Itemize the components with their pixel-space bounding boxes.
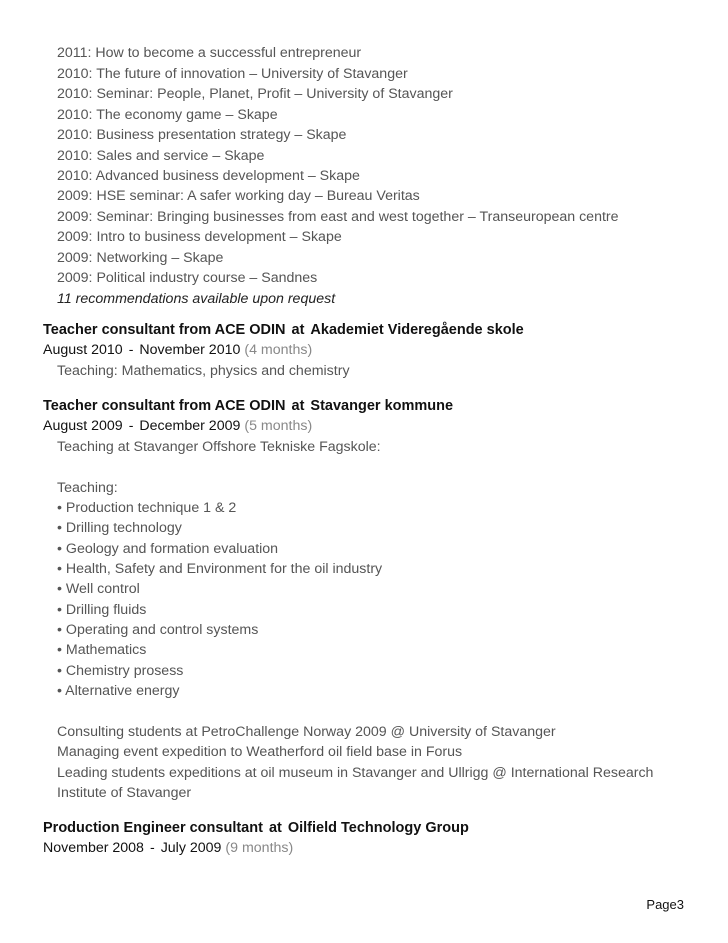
bullet-item: • Well control: [57, 581, 140, 597]
job-title: [43, 397, 453, 415]
job-end: December 2009: [139, 418, 241, 434]
job-duration: (9 months): [225, 840, 294, 856]
job-dates: [43, 839, 293, 857]
course-item: 2009: Seminar: Bringing businesses from east and west together – Transeuropean centre: [57, 209, 619, 225]
job-description-line: Leading students expeditions at oil museum in Stavanger and Ullrigg @ International Research: [57, 765, 654, 781]
job-dates: [43, 341, 312, 359]
course-item: 2010: Business presentation strategy – Skape: [57, 127, 347, 143]
job-title: [43, 819, 469, 837]
page-number: Page3: [646, 897, 684, 912]
job-description-line: Teaching: Mathematics, physics and chemistry: [57, 363, 350, 379]
job-end: November 2010: [139, 342, 241, 358]
bullet-item: • Drilling technology: [57, 520, 182, 536]
job-description-line: Consulting students at PetroChallenge Norway 2009 @ University of Stavanger: [57, 724, 556, 740]
job-duration: (5 months): [244, 418, 313, 434]
job-description-line: Teaching:: [57, 480, 118, 496]
bullet-item: • Mathematics: [57, 642, 147, 658]
course-item: 2010: Advanced business development – Skape: [57, 168, 360, 184]
bullet-item: • Health, Safety and Environment for the oil industry: [57, 561, 383, 577]
bullet-item: • Production technique 1 & 2: [57, 500, 237, 516]
job-at: at: [291, 322, 305, 338]
job-role: Teacher consultant from ACE ODIN: [43, 398, 286, 414]
bullet-item: • Chemistry prosess: [57, 663, 184, 679]
job-org: Stavanger kommune: [310, 398, 454, 414]
job-org: Oilfield Technology Group: [287, 820, 469, 836]
course-item: 2010: Sales and service – Skape: [57, 148, 265, 164]
job-end: July 2009: [160, 840, 222, 856]
job-at: at: [268, 820, 282, 836]
course-item: 2009: Political industry course – Sandnes: [57, 270, 318, 286]
course-item: 2011: How to become a successful entrepreneur: [57, 45, 362, 61]
job-description-line: Institute of Stavanger: [57, 785, 192, 801]
job-start: August 2009: [43, 418, 123, 434]
job-description-line: Managing event expedition to Weatherford oil field base in Forus: [57, 744, 463, 760]
bullet-item: • Drilling fluids: [57, 602, 147, 618]
date-separator: -: [149, 840, 155, 856]
job-at: at: [291, 398, 305, 414]
date-separator: -: [128, 418, 134, 434]
recommendations-note: 11 recommendations available upon request: [57, 291, 336, 307]
course-item: 2010: The economy game – Skape: [57, 107, 278, 123]
job-start: August 2010: [43, 342, 123, 358]
date-separator: -: [128, 342, 134, 358]
job-org: Akademiet Videregående skole: [310, 322, 524, 338]
job-duration: (4 months): [244, 342, 313, 358]
course-item: 2009: Networking – Skape: [57, 250, 224, 266]
job-dates: [43, 417, 312, 435]
job-description-line: Teaching at Stavanger Offshore Tekniske Fagskole:: [57, 439, 381, 455]
job-role: Production Engineer consultant: [43, 820, 263, 836]
course-item: 2009: Intro to business development – Skape: [57, 229, 342, 245]
course-item: 2010: Seminar: People, Planet, Profit – University of Stavanger: [57, 86, 453, 102]
bullet-item: • Alternative energy: [57, 683, 180, 699]
job-role: Teacher consultant from ACE ODIN: [43, 322, 286, 338]
job-title: [43, 321, 524, 339]
course-item: 2009: HSE seminar: A safer working day – Bureau Veritas: [57, 188, 420, 204]
bullet-item: • Operating and control systems: [57, 622, 259, 638]
bullet-item: • Geology and formation evaluation: [57, 541, 279, 557]
job-start: November 2008: [43, 840, 144, 856]
course-item: 2010: The future of innovation – University of Stavanger: [57, 66, 408, 82]
